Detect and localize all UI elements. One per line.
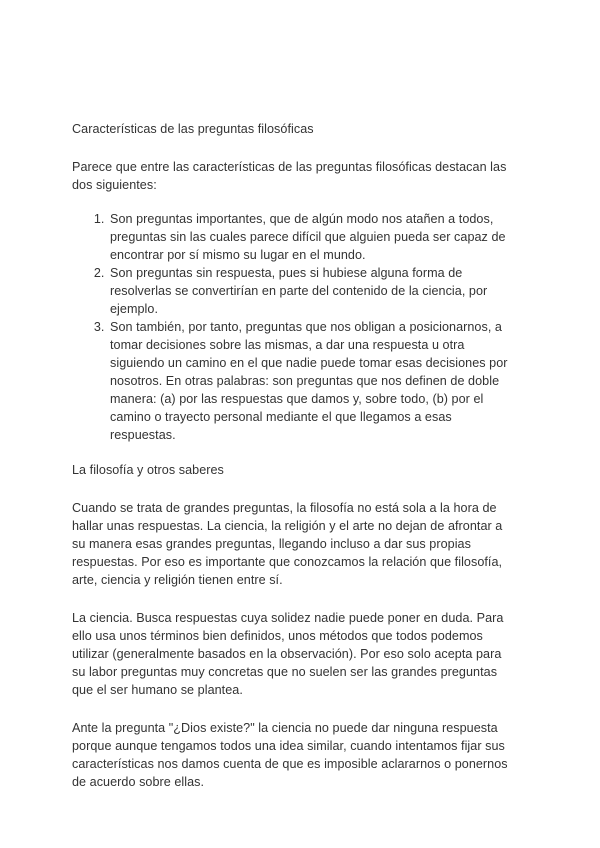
text-line: preguntas sin las cuales parece difícil que alguien pueda ser capaz de	[110, 230, 506, 244]
text-line: dos siguientes:	[72, 178, 157, 192]
text-line: Ante la pregunta "¿Dios existe?" la ciencia no puede dar ninguna respuesta	[72, 721, 498, 735]
section-heading-philosophy	[72, 461, 528, 479]
characteristics-list	[72, 210, 528, 444]
text-line: hallar unas respuestas. La ciencia, la religión y el arte no dejan de afrontar a	[72, 519, 503, 533]
paragraph-science	[72, 609, 528, 699]
text-line: su manera esas grandes preguntas, llegando incluso a dar sus propias	[72, 537, 471, 551]
text-line: manera: (a) por las respuestas que damos y, sobre todo, (b) por el	[110, 392, 484, 406]
text-line: 1. Son preguntas importantes, que de algún modo nos atañen a todos,	[110, 212, 494, 226]
text-line: 2. Son preguntas sin respuesta, pues si hubiese alguna forma de	[110, 266, 463, 280]
text-line: resolverlas se convertirían en parte del contenido de la ciencia, por	[110, 284, 488, 298]
text-line: siguiendo un camino en el que nadie puede tomar esas decisiones por	[110, 356, 508, 370]
list-item	[108, 264, 528, 318]
text-line: su labor preguntas muy concretas que no suelen ser las grandes preguntas	[72, 665, 498, 679]
text-line: camino o trayecto personal mediante el que llegamos a esas	[110, 410, 452, 424]
text-line: porque aunque tengamos todos una idea similar, cuando intentamos fijar sus	[72, 739, 505, 753]
paragraph-god-question	[72, 719, 528, 791]
text-line: nosotros. En otras palabras: son preguntas que nos definen de doble	[110, 374, 500, 388]
text-line: utilizar (generalmente basados en la observación). Por eso solo acepta para	[72, 647, 502, 661]
text-line: ejemplo.	[110, 302, 159, 316]
list-item	[108, 318, 528, 444]
text-line: La ciencia. Busca respuestas cuya solidez nadie puede poner en duda. Para	[72, 611, 504, 625]
text-line: Cuando se trata de grandes preguntas, la filosofía no está sola a la hora de	[72, 501, 497, 515]
text-line: encontrar por sí mismo su lugar en el mundo.	[110, 248, 366, 262]
text-line: características nos damos cuenta de que es imposible aclararnos o ponernos	[72, 757, 508, 771]
text-line: Parece que entre las características de las preguntas filosóficas destacan las	[72, 160, 507, 174]
text-line: que el ser humano se plantea.	[72, 683, 243, 697]
heading-text: La filosofía y otros saberes	[72, 463, 224, 477]
heading-text: Características de las preguntas filosóficas	[72, 122, 314, 136]
list-item	[108, 210, 528, 264]
section-heading-characteristics	[72, 120, 528, 138]
text-line: respuestas. Por eso es importante que conozcamos la relación que filosofía,	[72, 555, 503, 569]
text-line: arte, ciencia y religión tienen entre sí.	[72, 573, 283, 587]
text-line: 3. Son también, por tanto, preguntas que nos obligan a posicionarnos, a	[110, 320, 502, 334]
text-line: ello usa unos términos bien definidos, unos métodos que todos podemos	[72, 629, 483, 643]
text-line: tomar decisiones sobre las mismas, a dar una respuesta u otra	[110, 338, 465, 352]
paragraph-great-questions	[72, 499, 528, 589]
text-line: de acuerdo sobre ellas.	[72, 775, 205, 789]
intro-paragraph	[72, 158, 528, 194]
text-line: respuestas.	[110, 428, 176, 442]
